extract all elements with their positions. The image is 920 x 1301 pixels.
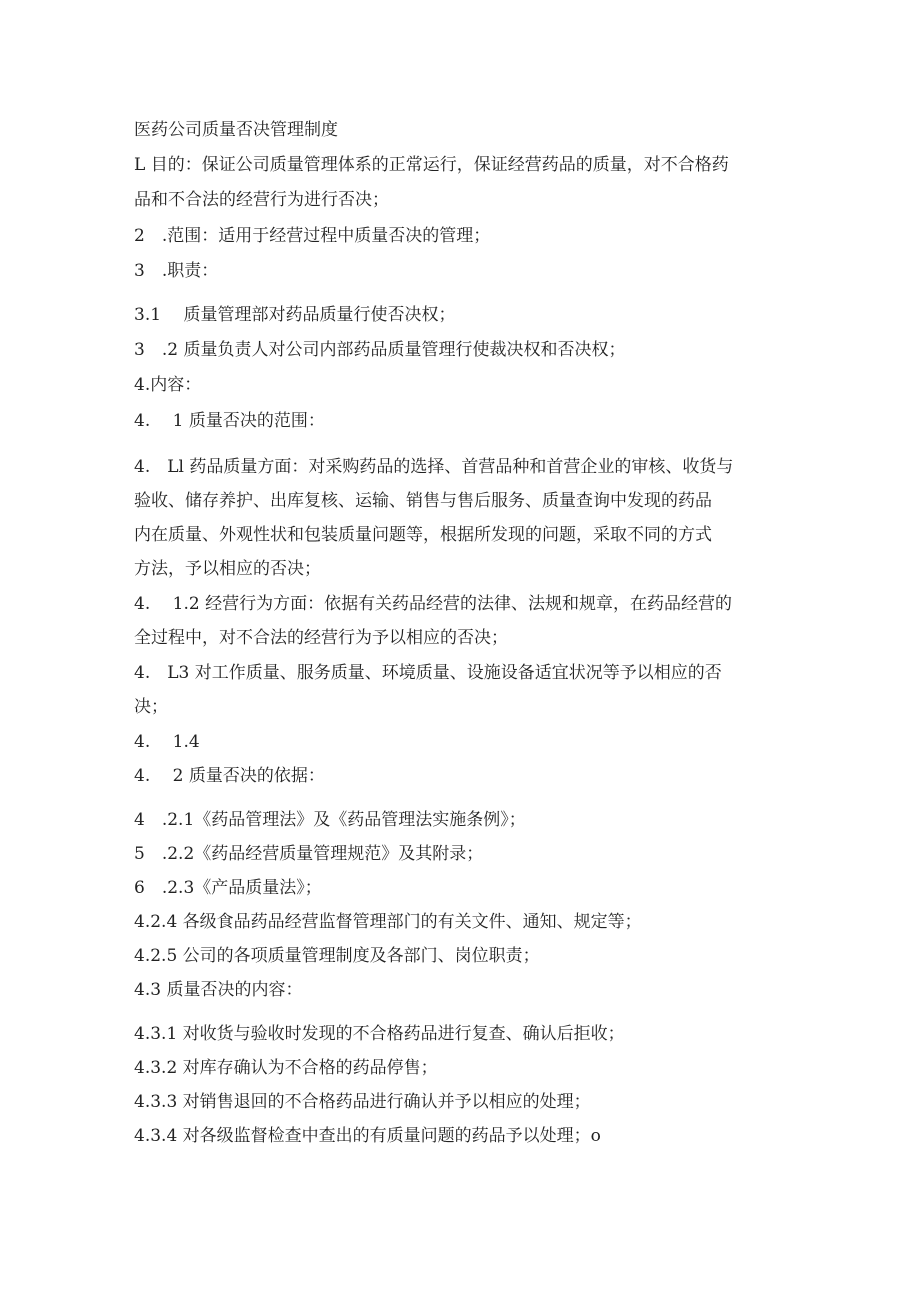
text-line: 4.2.4 各级食品药品经营监督管理部门的有关文件、通知、规定等；: [134, 912, 642, 932]
text-line: 3.1 质量管理部对药品质量行使否决权；: [134, 305, 456, 325]
text-line: 验收、储存养护、出库复核、运输、销售与售后服务、质量查询中发现的药品: [134, 491, 712, 511]
text-line: 4. 1.2 经营行为方面：依据有关药品经营的法律、法规和规章，在药品经营的: [134, 594, 733, 614]
text-line: 品和不合法的经营行为进行否决；: [134, 190, 389, 210]
text-line: L 目的：保证公司质量管理体系的正常运行，保证经营药品的质量，对不合格药: [134, 155, 729, 175]
text-line: 4.3.4 对各级监督检查中查出的有质量问题的药品予以处理；o: [134, 1126, 601, 1146]
text-line: 4 .2.1《药品管理法》及《药品管理法实施条例》；: [134, 810, 526, 830]
text-line: 内在质量、外观性状和包装质量问题等，根据所发现的问题，采取不同的方式: [134, 525, 712, 545]
text-line: 方法，予以相应的否决；: [134, 559, 321, 579]
text-line: 6 .2.3《产品质量法》；: [134, 878, 322, 898]
text-line: 4.3.2 对库存确认为不合格的药品停售；: [134, 1058, 438, 1078]
text-line: 4. 1 质量否决的范围：: [134, 411, 325, 431]
text-line: 5 .2.2《药品经营质量管理规范》及其附录；: [134, 844, 484, 864]
text-line: 4. Ll 药品质量方面：对采购药品的选择、首营品种和首营企业的审核、收货与: [134, 457, 734, 477]
text-line: 4.2.5 公司的各项质量管理制度及各部门、岗位职责；: [134, 946, 540, 966]
text-line: 3 .2 质量负责人对公司内部药品质量管理行使裁决权和否决权；: [134, 340, 626, 360]
document-title: 医药公司质量否决管理制度: [134, 120, 338, 140]
text-line: 全过程中，对不合法的经营行为予以相应的否决；: [134, 628, 508, 648]
text-line: 4.3 质量否决的内容：: [134, 980, 303, 1000]
text-line: 4. L3 对工作质量、服务质量、环境质量、设施设备适宜状况等予以相应的否: [134, 663, 722, 683]
text-line: 3 .职责：: [134, 261, 219, 281]
text-line: 4. 2 质量否决的依据：: [134, 766, 325, 786]
text-line: 4.3.3 对销售退回的不合格药品进行确认并予以相应的处理；: [134, 1092, 591, 1112]
text-line: 4.3.1 对收货与验收时发现的不合格药品进行复查、确认后拒收；: [134, 1024, 625, 1044]
text-line: 4. 1.4: [134, 732, 200, 752]
text-line: 4.内容：: [134, 375, 202, 395]
text-line: 2 .范围：适用于经营过程中质量否决的管理；: [134, 226, 491, 246]
text-line: 决；: [134, 697, 168, 717]
